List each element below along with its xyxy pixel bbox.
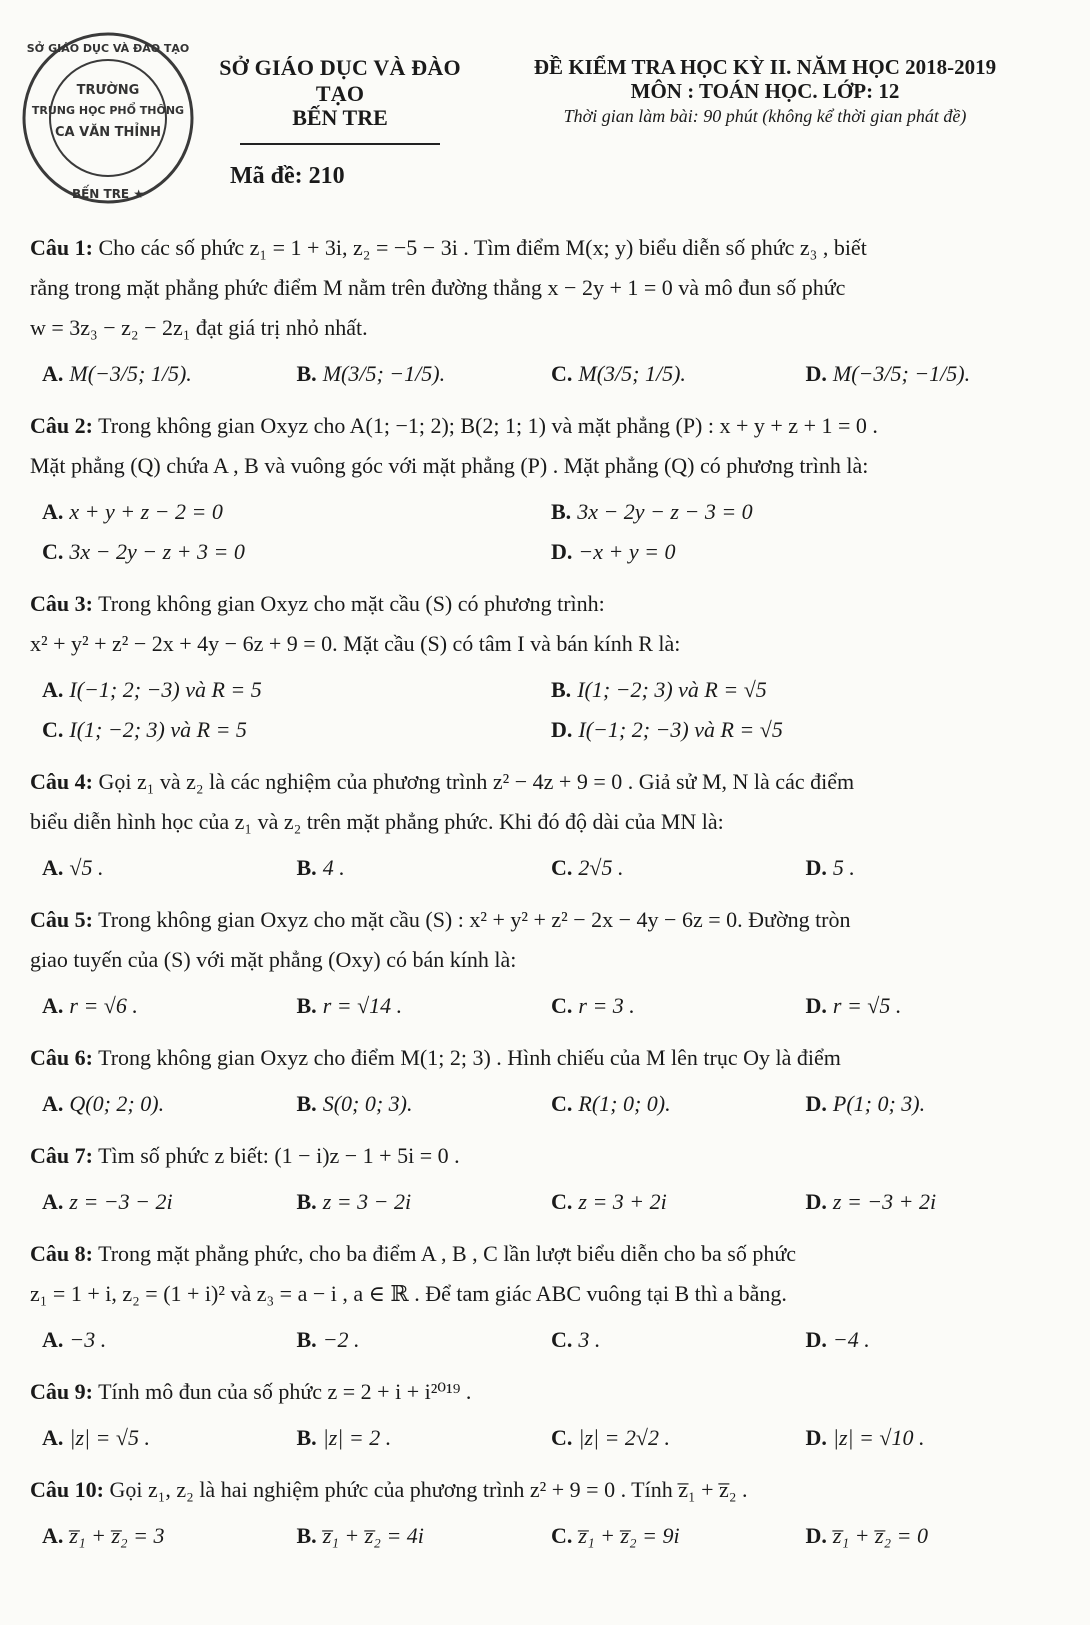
answer-option-a[interactable]: [42, 670, 551, 710]
question-7: [30, 1136, 1060, 1234]
question-text: [30, 308, 1060, 348]
question-list: [30, 228, 1060, 1568]
question-number: Câu 9:: [30, 1379, 93, 1404]
option-value: z̅₁ + z̅₂ = 0: [832, 1523, 929, 1548]
question-10: [30, 1470, 1060, 1568]
answer-option-b[interactable]: [297, 1320, 552, 1360]
option-value: z = 3 − 2i: [322, 1189, 412, 1214]
option-value: −4 .: [832, 1327, 870, 1352]
option-letter: B.: [296, 855, 317, 880]
option-letter: A.: [42, 855, 64, 880]
question-line: biểu diễn hình học của z₁ và z₂ trên mặt phẳng phức. Khi đó độ dài của MN là:: [30, 809, 724, 834]
exam-time-note: Thời gian làm bài: 90 phút (không kể thời gian phát đề): [563, 106, 967, 126]
answer-option-a[interactable]: [42, 848, 297, 888]
answer-option-b[interactable]: [297, 354, 552, 394]
answer-option-b[interactable]: [297, 986, 552, 1026]
option-letter: C.: [42, 717, 64, 742]
question-text: [30, 624, 1060, 664]
option-letter: A.: [42, 677, 64, 702]
exam-subject: MÔN : TOÁN HỌC. LỚP: 12: [630, 79, 900, 103]
option-letter: A.: [42, 361, 64, 386]
question-number: Câu 8:: [30, 1241, 93, 1266]
answer-option-b[interactable]: [551, 492, 1060, 532]
answer-option-a[interactable]: [42, 354, 297, 394]
option-letter: D.: [551, 539, 573, 564]
answer-option-d[interactable]: [806, 1516, 1061, 1556]
option-letter: C.: [551, 1091, 573, 1116]
option-value: z̅₁ + z̅₂ = 3: [69, 1523, 165, 1548]
question-line: Gọi z₁, z₂ là hai nghiệm phức của phương trình z² + 9 = 0 . Tính z̅₁ + z̅₂ .: [109, 1477, 748, 1502]
option-value: |z| = 2 .: [322, 1425, 392, 1450]
option-letter: A.: [42, 1189, 64, 1214]
option-value: |z| = √10 .: [832, 1425, 925, 1450]
question-number: Câu 1:: [30, 235, 93, 260]
question-5: [30, 900, 1060, 1038]
question-line: Trong không gian Oxyz cho A(1; −1; 2); B(2; 1; 1) và mặt phẳng (P) : x + y + z + 1 = 0 .: [98, 413, 878, 438]
answer-option-c[interactable]: [42, 532, 551, 572]
question-2: [30, 406, 1060, 584]
svg-text:TRUNG HỌC PHỔ THÔNG: TRUNG HỌC PHỔ THÔNG: [31, 104, 185, 117]
question-number: Câu 2:: [30, 413, 93, 438]
question-text: [30, 228, 1060, 268]
question-8: [30, 1234, 1060, 1372]
answer-option-c[interactable]: [551, 986, 806, 1026]
option-value: z = 3 + 2i: [578, 1189, 667, 1214]
answer-option-b[interactable]: [297, 1084, 552, 1124]
question-number: Câu 4:: [30, 769, 93, 794]
question-1: [30, 228, 1060, 406]
answer-option-c[interactable]: [42, 710, 551, 750]
answer-options: [42, 354, 1060, 394]
option-value: S(0; 0; 3).: [322, 1091, 413, 1116]
option-value: I(−1; 2; −3) và R = 5: [69, 677, 262, 702]
option-value: x + y + z − 2 = 0: [69, 499, 223, 524]
exam-title-block: [485, 55, 1045, 127]
svg-text:CA VĂN THỈNH: CA VĂN THỈNH: [55, 125, 161, 140]
option-letter: D.: [805, 1425, 827, 1450]
option-letter: A.: [42, 993, 64, 1018]
option-letter: B.: [551, 499, 572, 524]
question-text: [30, 446, 1060, 486]
answer-option-a[interactable]: [42, 1418, 297, 1458]
option-value: 5 .: [832, 855, 855, 880]
answer-option-d[interactable]: [806, 1418, 1061, 1458]
answer-option-a[interactable]: [42, 986, 297, 1026]
option-value: R(1; 0; 0).: [578, 1091, 671, 1116]
option-value: I(1; −2; 3) và R = 5: [69, 717, 247, 742]
answer-option-d[interactable]: [806, 1320, 1061, 1360]
answer-option-a[interactable]: [42, 1182, 297, 1222]
answer-options: [42, 1320, 1060, 1360]
option-letter: C.: [551, 1189, 573, 1214]
option-letter: D.: [805, 1327, 827, 1352]
answer-option-c[interactable]: [551, 1418, 806, 1458]
option-value: I(1; −2; 3) và R = √5: [577, 677, 767, 702]
question-text: [30, 940, 1060, 980]
answer-options: [42, 1084, 1060, 1124]
question-number: Câu 5:: [30, 907, 93, 932]
question-line: giao tuyến của (S) với mặt phẳng (Oxy) có bán kính là:: [30, 947, 517, 972]
answer-option-d[interactable]: [551, 532, 1060, 572]
question-3: [30, 584, 1060, 762]
question-text: [30, 1274, 1060, 1314]
province-name: BẾN TRE: [292, 105, 388, 130]
option-letter: B.: [296, 361, 317, 386]
svg-text:SỞ GIÁO DỤC VÀ ĐÀO TẠO: SỞ GIÁO DỤC VÀ ĐÀO TẠO: [26, 42, 190, 55]
question-line: Cho các số phức z₁ = 1 + 3i, z₂ = −5 − 3i . Tìm điểm M(x; y) biểu diễn số phức z₃ , biết: [98, 235, 867, 260]
answer-option-b[interactable]: [297, 1516, 552, 1556]
question-text: [30, 1038, 1060, 1078]
answer-options: [42, 1418, 1060, 1458]
answer-option-d[interactable]: [806, 986, 1061, 1026]
option-letter: B.: [551, 677, 572, 702]
option-value: 4 .: [322, 855, 345, 880]
option-letter: B.: [296, 1091, 317, 1116]
option-letter: A.: [42, 499, 64, 524]
question-line: Gọi z₁ và z₂ là các nghiệm của phương trình z² − 4z + 9 = 0 . Giả sử M, N là các điểm: [98, 769, 855, 794]
question-line: Tìm số phức z biết: (1 − i)z − 1 + 5i = 0 .: [98, 1143, 460, 1168]
question-line: Trong mặt phẳng phức, cho ba điểm A , B , C lần lượt biểu diễn cho ba số phức: [98, 1241, 797, 1266]
question-line: Mặt phẳng (Q) chứa A , B và vuông góc với mặt phẳng (P) . Mặt phẳng (Q) có phương trình là:: [30, 453, 869, 478]
exam-header: [0, 0, 1090, 200]
option-value: 3x − 2y − z + 3 = 0: [69, 539, 245, 564]
answer-options: [42, 532, 1060, 572]
answer-option-c[interactable]: [551, 1516, 806, 1556]
question-number: Câu 7:: [30, 1143, 93, 1168]
question-line: w = 3z₃ − z₂ − 2z₁ đạt giá trị nhỏ nhất.: [30, 315, 368, 340]
department-block: [200, 55, 480, 190]
question-number: Câu 3:: [30, 591, 93, 616]
option-value: √5 .: [69, 855, 104, 880]
option-letter: B.: [296, 993, 317, 1018]
option-letter: C.: [551, 855, 573, 880]
school-stamp-seal: [18, 28, 198, 208]
option-value: r = √14 .: [322, 993, 403, 1018]
answer-option-c[interactable]: [551, 848, 806, 888]
question-text: [30, 1372, 1060, 1412]
question-9: [30, 1372, 1060, 1470]
option-letter: B.: [296, 1327, 317, 1352]
question-text: [30, 900, 1060, 940]
answer-options: [42, 986, 1060, 1026]
answer-option-a[interactable]: [42, 1084, 297, 1124]
question-line: Trong không gian Oxyz cho mặt cầu (S) : x² + y² + z² − 2x − 4y − 6z = 0. Đường tròn: [98, 907, 851, 932]
answer-options: [42, 1516, 1060, 1556]
answer-option-a[interactable]: [42, 1516, 297, 1556]
option-value: M(−3/5; 1/5).: [69, 361, 192, 386]
answer-option-b[interactable]: [551, 670, 1060, 710]
answer-options: [42, 1182, 1060, 1222]
option-value: M(3/5; 1/5).: [578, 361, 686, 386]
question-line: z₁ = 1 + i, z₂ = (1 + i)² và z₃ = a − i , a ∈ ℝ . Để tam giác ABC vuông tại B thì a bằng.: [30, 1281, 787, 1306]
option-letter: D.: [805, 361, 827, 386]
answer-option-c[interactable]: [551, 354, 806, 394]
option-value: M(3/5; −1/5).: [322, 361, 446, 386]
answer-options: [42, 670, 1060, 710]
option-value: |z| = √5 .: [69, 1425, 150, 1450]
svg-text:BẾN TRE ★: BẾN TRE ★: [71, 187, 145, 201]
question-6: [30, 1038, 1060, 1136]
option-value: M(−3/5; −1/5).: [832, 361, 971, 386]
question-text: [30, 268, 1060, 308]
option-value: z = −3 + 2i: [832, 1189, 937, 1214]
question-4: [30, 762, 1060, 900]
exam-title: ĐỀ KIỂM TRA HỌC KỲ II. NĂM HỌC 2018-2019: [533, 55, 997, 79]
option-value: I(−1; 2; −3) và R = √5: [578, 717, 783, 742]
answer-option-d[interactable]: [551, 710, 1060, 750]
option-letter: B.: [296, 1523, 317, 1548]
answer-option-c[interactable]: [551, 1084, 806, 1124]
option-value: z̅₁ + z̅₂ = 9i: [578, 1523, 680, 1548]
option-letter: A.: [42, 1091, 64, 1116]
option-letter: D.: [805, 1189, 827, 1214]
question-text: [30, 762, 1060, 802]
answer-option-d[interactable]: [806, 1182, 1061, 1222]
option-value: r = √6 .: [69, 993, 138, 1018]
question-text: [30, 406, 1060, 446]
option-letter: C.: [551, 1425, 573, 1450]
option-value: 2√5 .: [578, 855, 624, 880]
question-line: Trong không gian Oxyz cho mặt cầu (S) có phương trình:: [98, 591, 605, 616]
answer-option-b[interactable]: [297, 1182, 552, 1222]
option-value: Q(0; 2; 0).: [69, 1091, 165, 1116]
answer-option-d[interactable]: [806, 354, 1061, 394]
question-text: [30, 1470, 1060, 1510]
option-value: z̅₁ + z̅₂ = 4i: [322, 1523, 424, 1548]
answer-options: [42, 710, 1060, 750]
question-text: [30, 802, 1060, 842]
answer-option-d[interactable]: [806, 1084, 1061, 1124]
option-letter: B.: [296, 1189, 317, 1214]
option-letter: C.: [551, 1327, 573, 1352]
question-number: Câu 6:: [30, 1045, 93, 1070]
svg-text:TRƯỜNG: TRƯỜNG: [76, 83, 140, 98]
answer-option-b[interactable]: [297, 1418, 552, 1458]
option-letter: A.: [42, 1425, 64, 1450]
option-letter: C.: [551, 993, 573, 1018]
option-letter: D.: [805, 1523, 827, 1548]
department-name: SỞ GIÁO DỤC VÀ ĐÀO TẠO: [219, 55, 461, 106]
option-letter: B.: [296, 1425, 317, 1450]
option-value: 3x − 2y − z − 3 = 0: [577, 499, 753, 524]
option-letter: A.: [42, 1327, 64, 1352]
option-value: |z| = 2√2 .: [578, 1425, 670, 1450]
exam-code: Mã đề: 210: [230, 163, 345, 189]
option-letter: C.: [42, 539, 64, 564]
option-letter: D.: [551, 717, 573, 742]
option-value: P(1; 0; 3).: [832, 1091, 926, 1116]
answer-option-b[interactable]: [297, 848, 552, 888]
header-rule: [240, 143, 440, 145]
answer-option-a[interactable]: [42, 492, 551, 532]
answer-option-d[interactable]: [806, 848, 1061, 888]
question-number: Câu 10:: [30, 1477, 104, 1502]
question-text: [30, 1234, 1060, 1274]
option-value: r = √5 .: [832, 993, 902, 1018]
option-letter: D.: [805, 855, 827, 880]
option-letter: D.: [805, 993, 827, 1018]
answer-options: [42, 492, 1060, 532]
answer-option-a[interactable]: [42, 1320, 297, 1360]
option-value: r = 3 .: [578, 993, 635, 1018]
option-letter: A.: [42, 1523, 64, 1548]
option-value: −2 .: [322, 1327, 360, 1352]
option-value: −3 .: [69, 1327, 107, 1352]
question-line: x² + y² + z² − 2x + 4y − 6z + 9 = 0. Mặt cầu (S) có tâm I và bán kính R là:: [30, 631, 681, 656]
option-letter: C.: [551, 1523, 573, 1548]
option-value: 3 .: [578, 1327, 601, 1352]
option-letter: C.: [551, 361, 573, 386]
question-text: [30, 1136, 1060, 1176]
answer-option-c[interactable]: [551, 1320, 806, 1360]
question-text: [30, 584, 1060, 624]
option-letter: D.: [805, 1091, 827, 1116]
option-value: −x + y = 0: [578, 539, 676, 564]
answer-options: [42, 848, 1060, 888]
question-line: rằng trong mặt phẳng phức điểm M nằm trên đường thẳng x − 2y + 1 = 0 và mô đun số phức: [30, 275, 846, 300]
option-value: z = −3 − 2i: [69, 1189, 173, 1214]
question-line: Trong không gian Oxyz cho điểm M(1; 2; 3) . Hình chiếu của M lên trục Oy là điểm: [98, 1045, 841, 1070]
answer-option-c[interactable]: [551, 1182, 806, 1222]
question-line: Tính mô đun của số phức z = 2 + i + i²⁰¹⁹ .: [98, 1379, 472, 1404]
